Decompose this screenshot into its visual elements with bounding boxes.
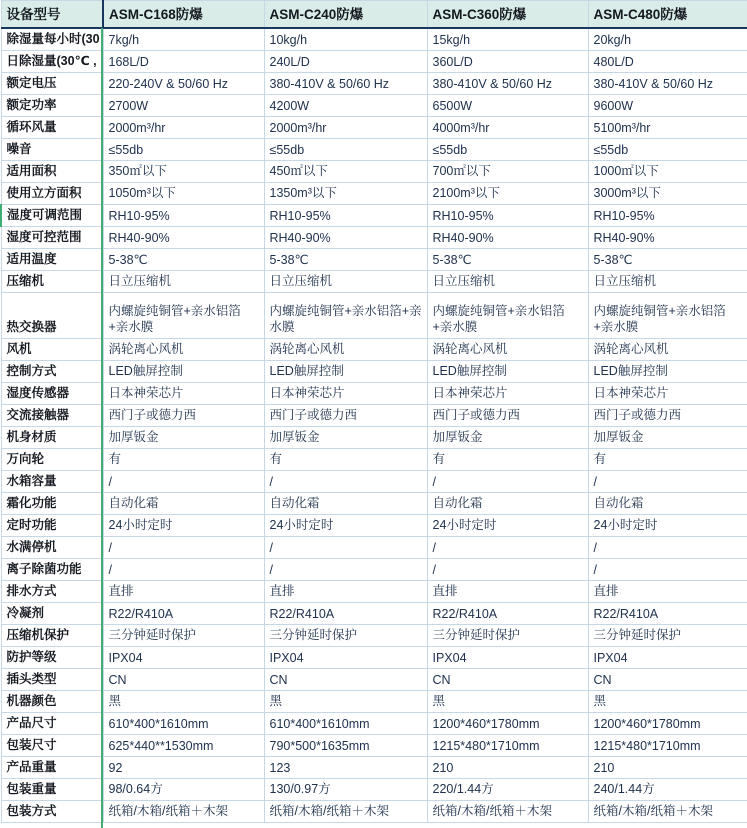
spec-label[interactable]: 产品重量 bbox=[1, 756, 103, 778]
spec-value[interactable]: / bbox=[588, 558, 747, 580]
spec-label[interactable]: 压缩机保护 bbox=[1, 624, 103, 646]
spec-label[interactable]: 湿度传感器 bbox=[1, 382, 103, 404]
table-row bbox=[1, 492, 747, 514]
spec-value[interactable]: / bbox=[427, 470, 588, 492]
spec-value[interactable]: 24小时定时 bbox=[264, 514, 427, 536]
spec-value[interactable]: 625*440**1530mm bbox=[103, 734, 264, 756]
table-row bbox=[1, 338, 747, 360]
spec-value[interactable]: 9600W bbox=[588, 94, 747, 116]
spec-value[interactable]: 有 bbox=[103, 448, 264, 470]
spec-value[interactable]: 涡轮离心风机 bbox=[588, 338, 747, 360]
spec-value[interactable]: 2100m³以下 bbox=[427, 182, 588, 204]
spec-value[interactable]: 24小时定时 bbox=[427, 514, 588, 536]
table-row bbox=[1, 602, 747, 624]
spec-label[interactable]: 交流接触器 bbox=[1, 404, 103, 426]
spec-value[interactable]: 123 bbox=[264, 756, 427, 778]
spec-value[interactable]: 450㎡以下 bbox=[264, 160, 427, 182]
spec-value[interactable]: RH40-90% bbox=[103, 226, 264, 248]
spec-label[interactable]: 霜化功能 bbox=[1, 492, 103, 514]
table-row bbox=[1, 470, 747, 492]
spec-value[interactable]: 黑 bbox=[264, 690, 427, 712]
spec-value[interactable]: RH10-95% bbox=[103, 204, 264, 226]
header-device-model[interactable]: 设备型号 bbox=[1, 1, 103, 28]
spec-value[interactable]: 自动化霜 bbox=[103, 492, 264, 514]
spec-value[interactable]: 加厚钣金 bbox=[264, 426, 427, 448]
spec-label[interactable]: 热交换器 bbox=[1, 292, 103, 338]
spec-value[interactable]: 有 bbox=[588, 448, 747, 470]
spec-value[interactable]: LED触屏控制 bbox=[427, 360, 588, 382]
spec-value[interactable]: CN bbox=[103, 668, 264, 690]
spec-value[interactable]: 直排 bbox=[264, 580, 427, 602]
spec-value[interactable]: RH10-95% bbox=[264, 204, 427, 226]
table-row bbox=[1, 116, 747, 138]
spec-label[interactable]: 产品尺寸 bbox=[1, 712, 103, 734]
table-row bbox=[1, 182, 747, 204]
spec-value[interactable]: 1000㎡以下 bbox=[588, 160, 747, 182]
spec-value[interactable]: 610*400*1610mm bbox=[264, 712, 427, 734]
spec-value[interactable]: RH40-90% bbox=[427, 226, 588, 248]
spec-value[interactable]: 有 bbox=[264, 448, 427, 470]
spec-label[interactable]: 风机 bbox=[1, 338, 103, 360]
spec-value[interactable]: 3000m³以下 bbox=[588, 182, 747, 204]
table-row bbox=[1, 756, 747, 778]
spec-value[interactable]: RH10-95% bbox=[427, 204, 588, 226]
spec-value[interactable]: 西门子或德力西 bbox=[427, 404, 588, 426]
spec-value[interactable]: 5-38℃ bbox=[588, 248, 747, 270]
spec-value[interactable]: IPX04 bbox=[103, 646, 264, 668]
table-row bbox=[1, 448, 747, 470]
spec-value[interactable]: 130/0.97方 bbox=[264, 778, 427, 800]
spec-value[interactable]: 350㎡以下 bbox=[103, 160, 264, 182]
spec-value[interactable]: / bbox=[588, 536, 747, 558]
spec-value[interactable]: 5-38℃ bbox=[103, 248, 264, 270]
spec-value[interactable]: 加厚钣金 bbox=[588, 426, 747, 448]
spec-label[interactable]: 包装方式 bbox=[1, 800, 103, 822]
table-row bbox=[1, 580, 747, 602]
spec-value[interactable]: 2000m³/hr bbox=[264, 116, 427, 138]
header-model[interactable]: ASM-C480防爆 bbox=[588, 1, 747, 28]
header-row bbox=[1, 1, 747, 28]
spec-value[interactable]: / bbox=[427, 558, 588, 580]
spec-label[interactable]: 额定功率 bbox=[1, 94, 103, 116]
spec-value[interactable]: 日立压缩机 bbox=[588, 270, 747, 292]
spec-value[interactable]: 三分钟延时保护 bbox=[103, 624, 264, 646]
spec-label[interactable]: 机身材质 bbox=[1, 426, 103, 448]
spec-value[interactable]: 黑 bbox=[588, 690, 747, 712]
spec-value[interactable]: 360L/D bbox=[427, 50, 588, 72]
spec-label[interactable]: 适用面积 bbox=[1, 160, 103, 182]
spec-value[interactable]: 内螺旋纯铜管+亲水铝箔+亲水膜 bbox=[588, 292, 747, 338]
spec-value[interactable]: 纸箱/木箱/纸箱＋木架 bbox=[588, 800, 747, 822]
spec-value[interactable]: CN bbox=[427, 668, 588, 690]
spec-value[interactable]: 98/0.64方 bbox=[103, 778, 264, 800]
spec-value[interactable]: 自动化霜 bbox=[427, 492, 588, 514]
spec-value[interactable]: 15kg/h bbox=[427, 28, 588, 51]
table-row bbox=[1, 668, 747, 690]
spec-value[interactable]: 日本神荣芯片 bbox=[103, 382, 264, 404]
spec-value[interactable]: 1200*460*1780mm bbox=[427, 712, 588, 734]
spec-label[interactable]: 循环风量 bbox=[1, 116, 103, 138]
spec-label[interactable]: 噪音 bbox=[1, 138, 103, 160]
spec-value[interactable]: 7kg/h bbox=[103, 28, 264, 51]
spec-value[interactable]: 380-410V & 50/60 Hz bbox=[588, 72, 747, 94]
spec-value[interactable]: 西门子或德力西 bbox=[103, 404, 264, 426]
spec-value[interactable]: 1215*480*1710mm bbox=[427, 734, 588, 756]
spec-value[interactable]: 24小时定时 bbox=[103, 514, 264, 536]
spec-label[interactable]: 湿度可调范围 bbox=[1, 204, 103, 226]
spec-value[interactable]: 涡轮离心风机 bbox=[427, 338, 588, 360]
spec-value[interactable]: 日立压缩机 bbox=[264, 270, 427, 292]
spec-value[interactable]: 日立压缩机 bbox=[427, 270, 588, 292]
spec-value[interactable]: ≤55db bbox=[427, 138, 588, 160]
table-row bbox=[1, 426, 747, 448]
spec-value[interactable]: 380-410V & 50/60 Hz bbox=[427, 72, 588, 94]
spec-table-body bbox=[1, 28, 747, 823]
spec-value[interactable]: 日本神荣芯片 bbox=[264, 382, 427, 404]
spec-value[interactable]: 西门子或德力西 bbox=[588, 404, 747, 426]
spec-value[interactable]: R22/R410A bbox=[588, 602, 747, 624]
spec-value[interactable]: 700㎡以下 bbox=[427, 160, 588, 182]
spec-value[interactable]: 2700W bbox=[103, 94, 264, 116]
table-row bbox=[1, 160, 747, 182]
spec-value[interactable]: 790*500*1635mm bbox=[264, 734, 427, 756]
spec-value[interactable]: 240/1.44方 bbox=[588, 778, 747, 800]
table-row bbox=[1, 360, 747, 382]
spec-value[interactable]: IPX04 bbox=[588, 646, 747, 668]
spec-value[interactable]: 内螺旋纯铜管+亲水铝箔+亲水膜 bbox=[264, 292, 427, 338]
spec-label[interactable]: 定时功能 bbox=[1, 514, 103, 536]
spec-value[interactable]: / bbox=[103, 558, 264, 580]
table-row bbox=[1, 50, 747, 72]
spec-value[interactable]: 1050m³以下 bbox=[103, 182, 264, 204]
spec-value[interactable]: 5-38℃ bbox=[264, 248, 427, 270]
spec-value[interactable]: CN bbox=[588, 668, 747, 690]
header-model[interactable]: ASM-C168防爆 bbox=[103, 1, 264, 28]
spec-label[interactable]: 使用立方面积 bbox=[1, 182, 103, 204]
table-row bbox=[1, 514, 747, 536]
spec-value[interactable]: 20kg/h bbox=[588, 28, 747, 51]
spec-value[interactable]: IPX04 bbox=[264, 646, 427, 668]
spec-value[interactable]: LED触屏控制 bbox=[103, 360, 264, 382]
header-model[interactable]: ASM-C240防爆 bbox=[264, 1, 427, 28]
table-row bbox=[1, 558, 747, 580]
table-row bbox=[1, 624, 747, 646]
spec-label[interactable]: 适用温度 bbox=[1, 248, 103, 270]
spec-value[interactable]: 三分钟延时保护 bbox=[264, 624, 427, 646]
spec-label[interactable]: 离子除菌功能 bbox=[1, 558, 103, 580]
spec-value[interactable]: 380-410V & 50/60 Hz bbox=[264, 72, 427, 94]
spec-value[interactable]: 日本神荣芯片 bbox=[427, 382, 588, 404]
spec-value[interactable]: / bbox=[264, 470, 427, 492]
table-row bbox=[1, 292, 747, 338]
spec-value[interactable]: 加厚钣金 bbox=[103, 426, 264, 448]
spec-value[interactable]: 内螺旋纯铜管+亲水铝箔+亲水膜 bbox=[427, 292, 588, 338]
spec-value[interactable]: 自动化霜 bbox=[264, 492, 427, 514]
spec-value[interactable]: 210 bbox=[427, 756, 588, 778]
spec-value[interactable]: 纸箱/木箱/纸箱＋木架 bbox=[103, 800, 264, 822]
spec-value[interactable]: 加厚钣金 bbox=[427, 426, 588, 448]
spec-value[interactable]: 内螺旋纯铜管+亲水铝箔+亲水膜 bbox=[103, 292, 264, 338]
spec-value[interactable]: 直排 bbox=[427, 580, 588, 602]
spec-value[interactable]: IPX04 bbox=[427, 646, 588, 668]
spec-value[interactable]: RH10-95% bbox=[588, 204, 747, 226]
table-row bbox=[1, 404, 747, 426]
spec-value[interactable]: 480L/D bbox=[588, 50, 747, 72]
spec-value[interactable]: 直排 bbox=[588, 580, 747, 602]
spec-label[interactable]: 防护等级 bbox=[1, 646, 103, 668]
spec-label[interactable]: 除湿量每小时(30 bbox=[1, 28, 103, 51]
table-row bbox=[1, 712, 747, 734]
table-row bbox=[1, 382, 747, 404]
spec-label[interactable]: 包装尺寸 bbox=[1, 734, 103, 756]
spec-value[interactable]: 三分钟延时保护 bbox=[588, 624, 747, 646]
spec-value[interactable]: 1350m³以下 bbox=[264, 182, 427, 204]
spec-value[interactable]: 24小时定时 bbox=[588, 514, 747, 536]
spec-value[interactable]: / bbox=[588, 470, 747, 492]
spec-value[interactable]: ≤55db bbox=[588, 138, 747, 160]
spec-value[interactable]: 610*400*1610mm bbox=[103, 712, 264, 734]
spec-value[interactable]: 220/1.44方 bbox=[427, 778, 588, 800]
table-row bbox=[1, 690, 747, 712]
table-row bbox=[1, 248, 747, 270]
spec-value[interactable]: 自动化霜 bbox=[588, 492, 747, 514]
spec-value[interactable]: 直排 bbox=[103, 580, 264, 602]
spec-label[interactable]: 压缩机 bbox=[1, 270, 103, 292]
table-row bbox=[1, 94, 747, 116]
spec-value[interactable]: 5-38℃ bbox=[427, 248, 588, 270]
spec-value[interactable]: / bbox=[103, 536, 264, 558]
spec-value[interactable]: 240L/D bbox=[264, 50, 427, 72]
spec-value[interactable]: 220-240V & 50/60 Hz bbox=[103, 72, 264, 94]
spec-value[interactable]: CN bbox=[264, 668, 427, 690]
spec-value[interactable]: 4200W bbox=[264, 94, 427, 116]
spec-label[interactable]: 额定电压 bbox=[1, 72, 103, 94]
spec-label[interactable]: 日除湿量(30℃ , bbox=[1, 50, 103, 72]
spec-value[interactable]: 210 bbox=[588, 756, 747, 778]
header-model[interactable]: ASM-C360防爆 bbox=[427, 1, 588, 28]
table-row bbox=[1, 646, 747, 668]
spec-value[interactable]: ≤55db bbox=[264, 138, 427, 160]
spec-value[interactable]: / bbox=[264, 558, 427, 580]
spec-label[interactable]: 机器颜色 bbox=[1, 690, 103, 712]
spec-value[interactable]: R22/R410A bbox=[427, 602, 588, 624]
table-row bbox=[1, 204, 747, 226]
spec-value[interactable]: / bbox=[264, 536, 427, 558]
spec-value[interactable]: 黑 bbox=[103, 690, 264, 712]
spec-value[interactable]: / bbox=[427, 536, 588, 558]
spec-value[interactable]: LED触屏控制 bbox=[264, 360, 427, 382]
table-row bbox=[1, 536, 747, 558]
table-row bbox=[1, 72, 747, 94]
spec-value[interactable]: RH40-90% bbox=[264, 226, 427, 248]
spec-value[interactable]: 涡轮离心风机 bbox=[103, 338, 264, 360]
spec-value[interactable]: 涡轮离心风机 bbox=[264, 338, 427, 360]
spec-label[interactable]: 冷凝剂 bbox=[1, 602, 103, 624]
table-row bbox=[1, 778, 747, 800]
spec-value[interactable]: 10kg/h bbox=[264, 28, 427, 51]
spec-label[interactable]: 水满停机 bbox=[1, 536, 103, 558]
spec-value[interactable]: 4000m³/hr bbox=[427, 116, 588, 138]
spec-value[interactable]: R22/R410A bbox=[264, 602, 427, 624]
spec-value[interactable]: 西门子或德力西 bbox=[264, 404, 427, 426]
spec-label[interactable]: 包装重量 bbox=[1, 778, 103, 800]
spec-value[interactable]: 纸箱/木箱/纸箱＋木架 bbox=[427, 800, 588, 822]
spec-value[interactable]: 5100m³/hr bbox=[588, 116, 747, 138]
spec-value[interactable]: 1215*480*1710mm bbox=[588, 734, 747, 756]
table-row bbox=[1, 138, 747, 160]
table-row bbox=[1, 800, 747, 822]
spec-value[interactable]: RH40-90% bbox=[588, 226, 747, 248]
spec-value[interactable]: ≤55db bbox=[103, 138, 264, 160]
spec-value[interactable]: 有 bbox=[427, 448, 588, 470]
spec-value[interactable]: R22/R410A bbox=[103, 602, 264, 624]
spec-value[interactable]: 2000m³/hr bbox=[103, 116, 264, 138]
table-row bbox=[1, 226, 747, 248]
spec-label[interactable]: 控制方式 bbox=[1, 360, 103, 382]
spec-value[interactable]: 纸箱/木箱/纸箱＋木架 bbox=[264, 800, 427, 822]
spec-value[interactable]: 6500W bbox=[427, 94, 588, 116]
spec-label[interactable]: 水箱容量 bbox=[1, 470, 103, 492]
spec-value[interactable]: 黑 bbox=[427, 690, 588, 712]
spec-value[interactable]: 三分钟延时保护 bbox=[427, 624, 588, 646]
table-row bbox=[1, 734, 747, 756]
spec-label[interactable]: 排水方式 bbox=[1, 580, 103, 602]
table-row bbox=[1, 28, 747, 51]
spec-value[interactable]: 日立压缩机 bbox=[103, 270, 264, 292]
spec-value[interactable]: 日本神荣芯片 bbox=[588, 382, 747, 404]
spec-value[interactable]: / bbox=[103, 470, 264, 492]
table-row bbox=[1, 270, 747, 292]
spec-value[interactable]: 168L/D bbox=[103, 50, 264, 72]
spec-label[interactable]: 万向轮 bbox=[1, 448, 103, 470]
spec-value[interactable]: 92 bbox=[103, 756, 264, 778]
spec-label[interactable]: 湿度可控范围 bbox=[1, 226, 103, 248]
spec-label[interactable]: 插头类型 bbox=[1, 668, 103, 690]
spec-value[interactable]: LED触屏控制 bbox=[588, 360, 747, 382]
spec-value[interactable]: 1200*460*1780mm bbox=[588, 712, 747, 734]
